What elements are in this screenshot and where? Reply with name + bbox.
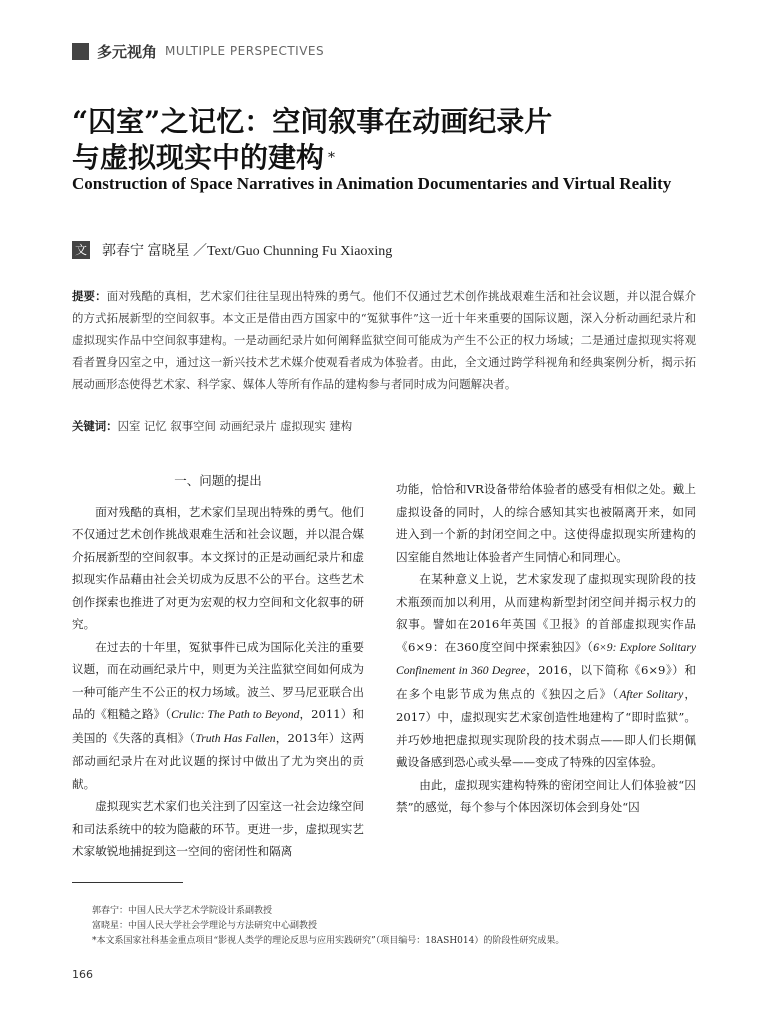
paragraph: 功能，恰恰和VR设备带给体验者的感受有相似之处。戴上虚拟设备的同时，人的综合感知其实也被隔离开来，如同进入到一个新的封闭空间之中。这使得虚拟现实所建构的囚室能自然地让体验者产生同情心和同理心。 xyxy=(396,482,696,564)
article-subtitle-en: Construction of Space Narratives in Animation Documentaries and Virtual Reality xyxy=(72,174,672,193)
keywords-label: 关键词： xyxy=(72,419,118,433)
section-marker-icon xyxy=(72,43,89,60)
abstract-text: 面对残酷的真相，艺术家们往往呈现出特殊的勇气。他们不仅通过艺术创作挑战艰难生活和社会议题，并以混合媒介的方式拓展新型的空间叙事。本文正是借由西方国家中的“冤狱事件”这一近十年来重要的国际议题，深入分析动画纪录片和虚拟现实作品中空间叙事建构。一是动画纪录片如何阐释监狱空间可能成为产生不公正的权力场域；二是通过虚拟现实将观看者置身囚室之中，通过这一新兴技术艺术媒介使观看者成为体验者。由此，全文通过跨学科视角和经典案例分析，揭示拓展动画形态使得艺术家、科学家、媒体人等所有作品的建构参与者同时成为问题解决者。 xyxy=(72,289,696,391)
footnotes xyxy=(92,904,692,949)
paragraph: 虚拟现实艺术家们也关注到了囚室这一社会边缘空间和司法系统中的较为隐蔽的环节。更进一步，虚拟现实艺术家敏锐地捕捉到这一空间的密闭性和隔离 xyxy=(72,799,364,858)
author-line xyxy=(72,240,392,260)
title-footnote-mark: * xyxy=(328,150,336,166)
paragraph: 面对残酷的真相，艺术家们呈现出特殊的勇气。他们不仅通过艺术创作挑战艰难生活和社会议题，并以混合媒介拓展新型的空间叙事。本文探讨的正是动画纪录片和虚拟现实作品藉由社会关切成为反思不公的平台。这些艺术创作探索也推进了对更为宏观的权力空间和文化叙事的研究。 xyxy=(72,504,364,631)
author-tag: 文 xyxy=(72,241,90,259)
article-title xyxy=(72,104,712,176)
keywords-text: 囚室 记忆 叙事空间 动画纪录片 虚拟现实 建构 xyxy=(117,419,353,433)
page-number: 166 xyxy=(72,968,93,981)
section-title-en: MULTIPLE PERSPECTIVES xyxy=(165,44,325,58)
footnote: *本文系国家社科基金重点项目“影视人类学的理论反思与应用实践研究”（项目编号：18ASH014）的阶段性研究成果。 xyxy=(92,936,565,946)
section-heading: 一、问题的提出 xyxy=(174,473,262,488)
title-line-1: “囚室”之记忆：空间叙事在动画纪录片 xyxy=(72,105,553,138)
right-column xyxy=(396,478,696,819)
left-column xyxy=(72,470,364,863)
paragraph: 由此，虚拟现实建构特殊的密闭空间让人们体验被“囚禁”的感觉，每个参与个体因深切体会到身处“囚 xyxy=(396,777,696,814)
abstract-label: 提要： xyxy=(72,289,107,303)
footnote: 富晓星：中国人民大学社会学理论与方法研究中心副教授 xyxy=(92,921,318,931)
keywords xyxy=(72,416,696,436)
abstract xyxy=(72,285,696,395)
section-title-cn: 多元视角 xyxy=(97,42,158,61)
footnote: 郭春宁：中国人民大学艺术学院设计系副教授 xyxy=(92,906,273,916)
paragraph: 在某种意义上说，艺术家发现了虚拟现实现阶段的技术瓶颈而加以利用，从而建构新型封闭空间并揭示权力的叙事。譬如在2016年英国《卫报》的首部虚拟现实作品《6×9：在360度空间中探索独囚》（6×9: Explore Solitary Confinement in 360 Degree，2016，以下简称《6×9》）和在多个电影节成为焦点的《独囚之后》（After Solitary，2017）中，虚拟现实艺术家创造性地建构了“即时监狱”。并巧妙地把虚拟现实现阶段的技术弱点——即人们长期佩戴设备感到恐心或头晕——变成了特殊的囚室体验。 xyxy=(396,572,696,769)
title-line-2: 与虚拟现实中的建构 xyxy=(72,141,325,174)
author-names: 郭春宁 富晓星 ／Text/Guo Chunning Fu Xiaoxing xyxy=(102,244,393,259)
paragraph: 在过去的十年里，冤狱事件已成为国际化关注的重要议题，而在动画纪录片中，则更为关注监狱空间如何成为一种可能产生不公正的权力场域。波兰、罗马尼亚联合出品的《粗糙之路》（Crulic: The Path to Beyond，2011）和美国的《失落的真相》（Truth Has Fallen，2013年）这两部动画纪录片在对此议题的探讨中做出了尤为突出的贡献。 xyxy=(72,639,364,791)
section-header xyxy=(72,40,324,62)
footnote-divider xyxy=(72,882,183,883)
